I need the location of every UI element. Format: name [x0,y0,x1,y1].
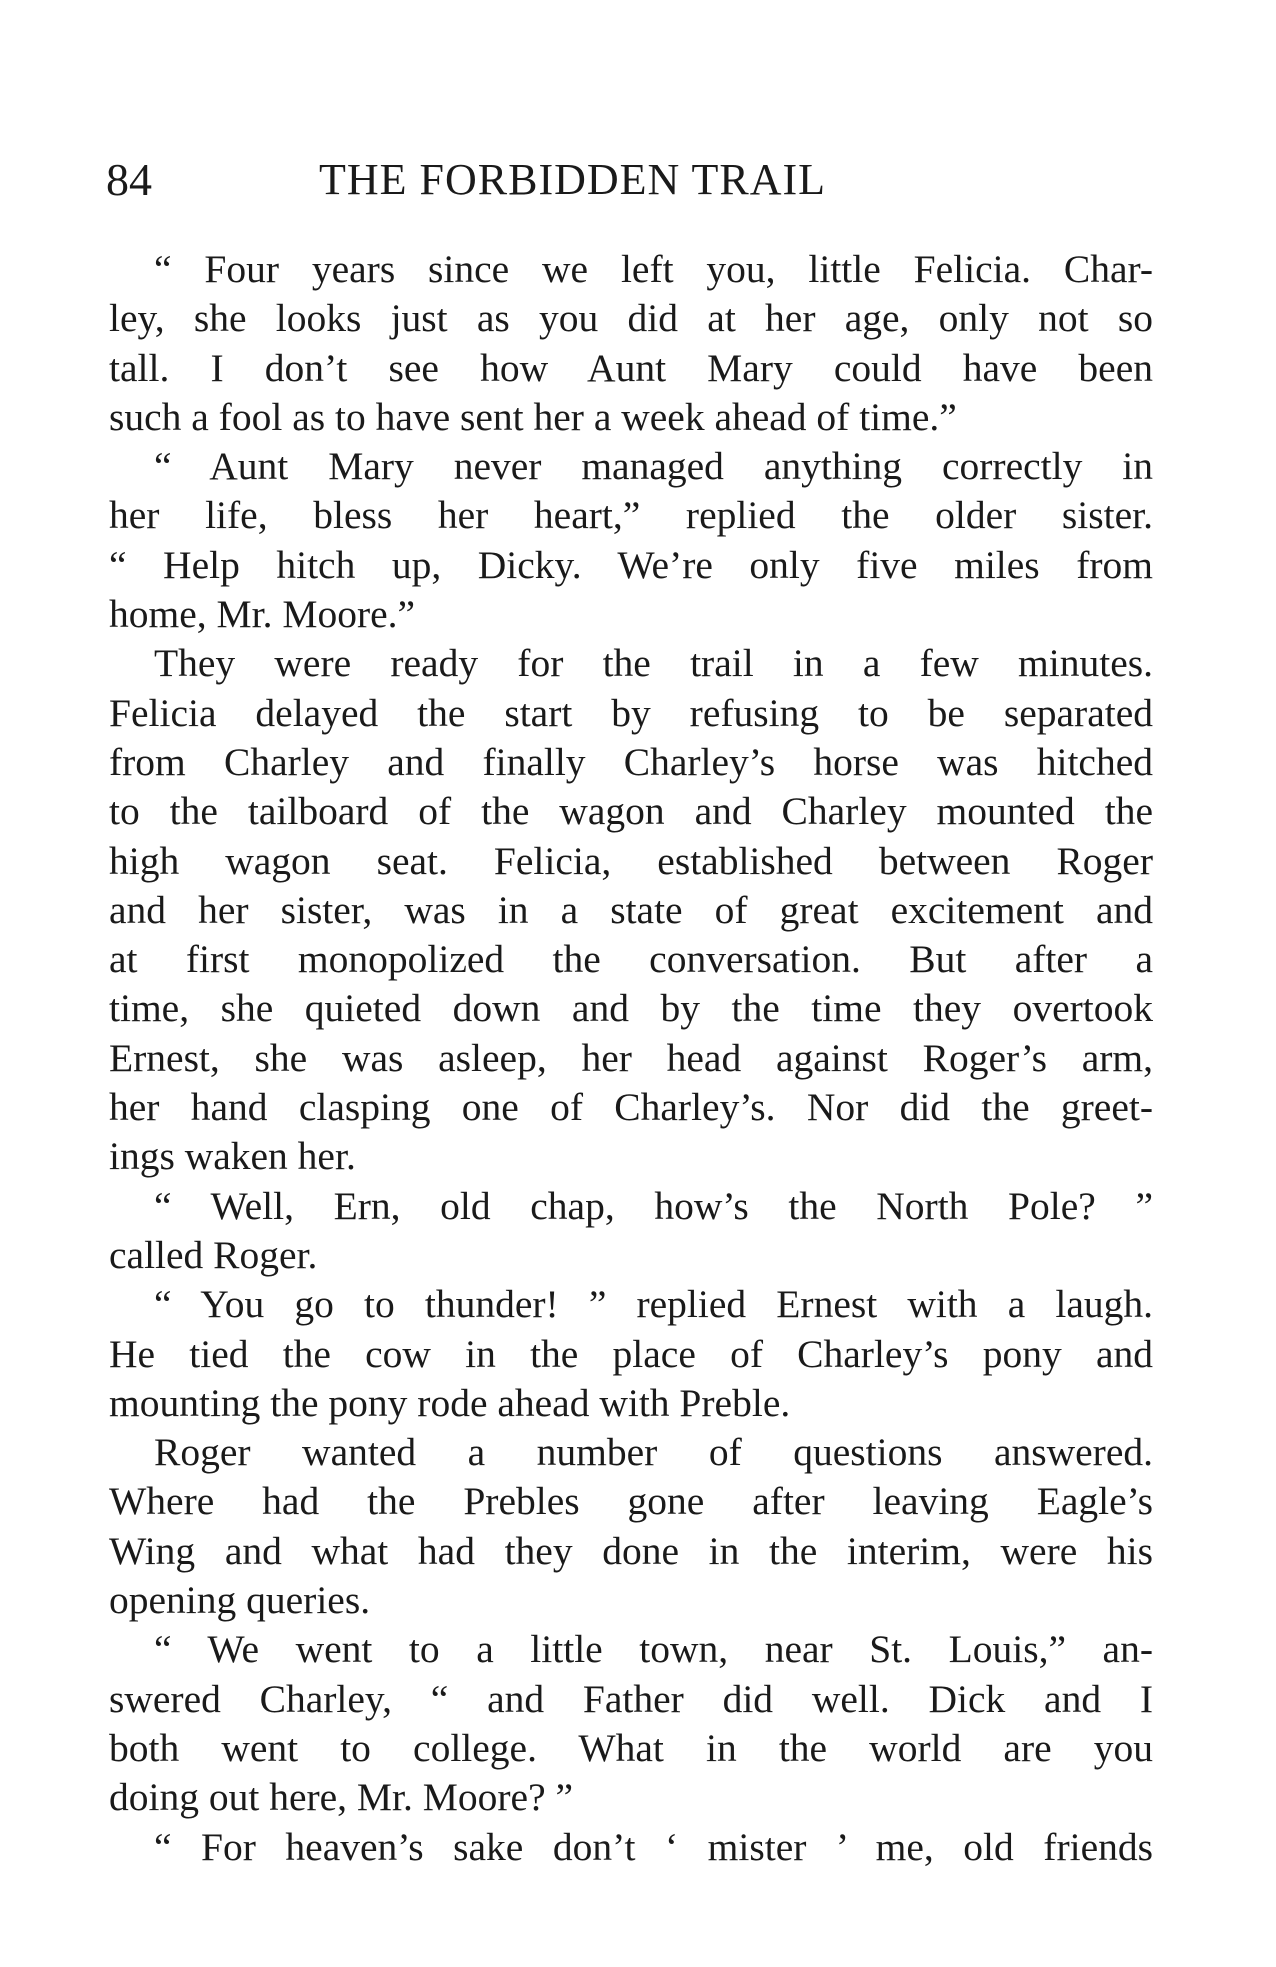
text-line: time, she quieted down and by the time they overtook [109,986,1153,1031]
text-line: They were ready for the trail in a few minutes. [154,641,1153,686]
text-line: ley, she looks just as you did at her age, only not so [109,296,1153,341]
text-line: Felicia delayed the start by refusing to be separated [109,690,1153,735]
text-line: at first monopolized the conversation. But after a [109,937,1153,982]
page-header [106,150,1154,210]
text-line: high wagon seat. Felicia, established between Roger [109,838,1153,883]
text-line: “ You go to thunder! ” replied Ernest with a laugh. [154,1282,1153,1327]
text-line: her hand clasping one of Charley’s. Nor did the greet- [109,1085,1153,1130]
text-line: tall. I don’t see how Aunt Mary could have been [109,345,1153,390]
text-line: “ Well, Ern, old chap, how’s the North Pole? ” [154,1183,1153,1228]
text-line: Roger wanted a number of questions answered. [154,1430,1153,1475]
text-line: both went to college. What in the world are you [109,1725,1153,1770]
text-line: from Charley and finally Charley’s horse was hitched [109,739,1153,784]
text-line: Where had the Prebles gone after leaving Eagle’s [109,1479,1153,1524]
running-title: THE FORBIDDEN TRAIL [319,155,827,204]
text-line: and her sister, was in a state of great excitement and [109,887,1153,932]
page-number: 84 [106,154,152,205]
text-line: mounting the pony rode ahead with Preble. [109,1380,791,1425]
text-line: Ernest, she was asleep, her head against Roger’s arm, [109,1035,1153,1080]
text-line: “ We went to a little town, near St. Louis,” an- [154,1627,1153,1672]
text-line: such a fool as to have sent her a week ahead of time.” [109,394,957,439]
text-line: to the tailboard of the wagon and Charley mounted the [109,789,1153,834]
text-line: He tied the cow in the place of Charley’s pony and [109,1331,1153,1376]
text-line: “ For heaven’s sake don’t ‘ mister ’ me, old friends [154,1824,1153,1869]
text-line: opening queries. [109,1578,371,1623]
text-line: called Roger. [109,1232,318,1277]
text-line: “ Four years since we left you, little Felicia. Char- [154,247,1153,291]
text-line: doing out here, Mr. Moore? ” [109,1775,574,1820]
body-text [109,245,1153,1872]
text-line: Wing and what had they done in the interim, were his [109,1528,1153,1573]
text-line: swered Charley, “ and Father did well. Dick and I [109,1676,1153,1721]
text-line: “ Aunt Mary never managed anything correctly in [154,444,1153,489]
text-line: ings waken her. [109,1134,356,1179]
text-line: “ Help hitch up, Dicky. We’re only five miles from [109,542,1153,587]
text-line: her life, bless her heart,” replied the older sister. [109,493,1153,538]
text-line: home, Mr. Moore.” [109,592,416,637]
